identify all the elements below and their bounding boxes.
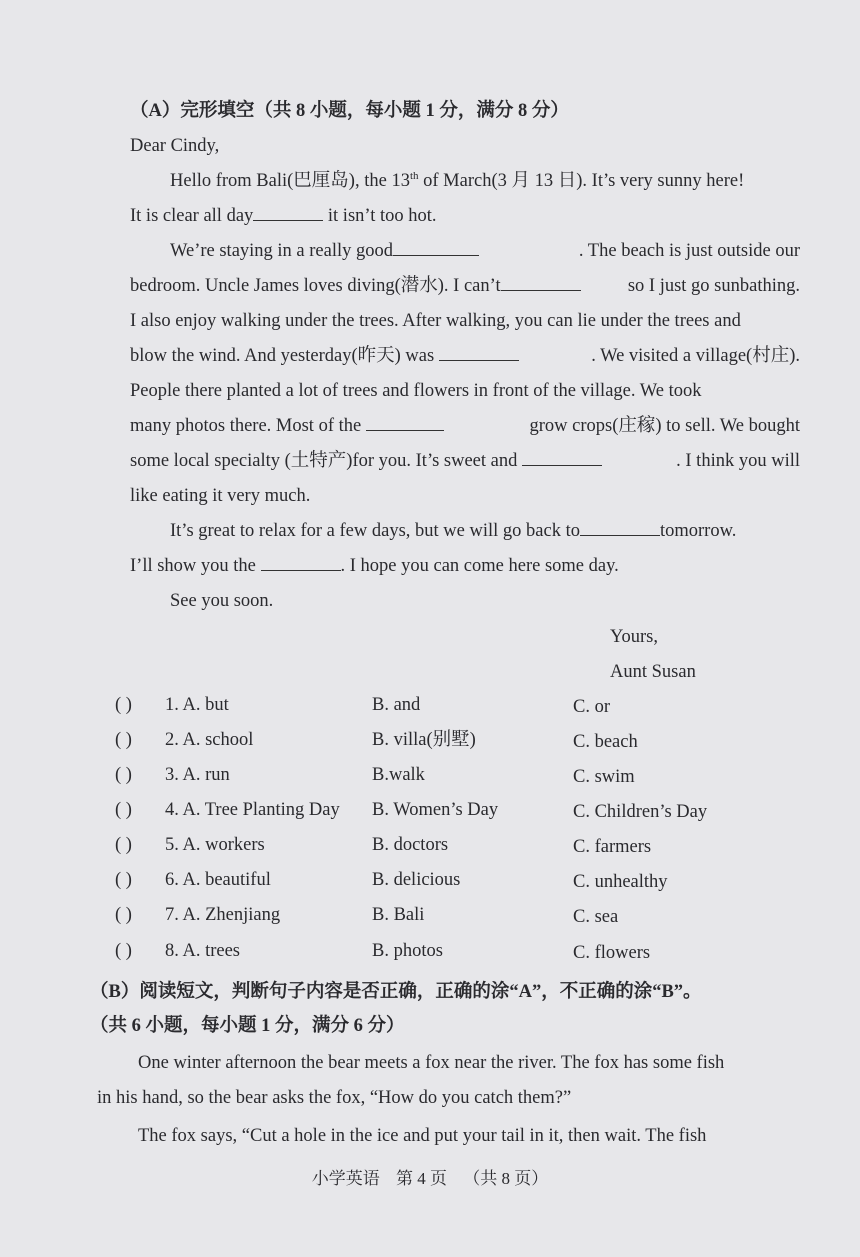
- blank-7[interactable]: [580, 521, 660, 536]
- footer-subject: 小学英语: [311, 1169, 380, 1188]
- blank-5[interactable]: [366, 416, 444, 431]
- answer-paren-3[interactable]: ( ): [115, 765, 132, 785]
- option-6-b: B. delicious: [372, 870, 461, 890]
- option-3-a: 3. A. run: [165, 765, 230, 785]
- section-b-heading: （B）阅读短文，判断句子内容是否正确，正确的涂“A”，不正确的涂“B”。: [90, 982, 702, 1002]
- blank-4[interactable]: [439, 346, 519, 361]
- option-2-b: B. villa(别墅): [372, 730, 476, 750]
- option-5-c: C. farmers: [573, 837, 652, 857]
- letter-line-12: I’ll show you the . I hope you can come here some day.: [130, 556, 619, 576]
- answer-paren-7[interactable]: ( ): [115, 905, 132, 925]
- option-1-b: B. and: [372, 695, 421, 715]
- answer-paren-4[interactable]: ( ): [115, 800, 132, 820]
- letter-line-6: blow the wind. And yesterday(昨天) was . We visited a village(村庄).: [130, 346, 800, 366]
- blank-2[interactable]: [393, 241, 479, 256]
- blank-8[interactable]: [261, 556, 341, 571]
- letter-line-10: like eating it very much.: [130, 486, 311, 506]
- letter-line-2: It is clear all day it isn’t too hot.: [130, 206, 437, 226]
- option-2-c: C. beach: [573, 732, 638, 752]
- letter-line-8: many photos there. Most of the grow crops(庄稼) to sell. We bought: [130, 416, 800, 436]
- answer-paren-8[interactable]: ( ): [115, 941, 132, 961]
- option-2-a: 2. A. school: [165, 730, 254, 750]
- answer-paren-1[interactable]: ( ): [115, 695, 132, 715]
- letter-signature: Aunt Susan: [610, 662, 696, 682]
- blank-1[interactable]: [253, 206, 323, 221]
- letter-line-5: I also enjoy walking under the trees. After walking, you can lie under the trees and: [130, 311, 741, 331]
- story-line-3: The fox says, “Cut a hole in the ice and put your tail in it, then wait. The fish: [138, 1126, 707, 1146]
- option-6-c: C. unhealthy: [573, 872, 668, 892]
- letter-line-13: See you soon.: [170, 591, 274, 611]
- letter-line-4: bedroom. Uncle James loves diving(潜水). I can’t so I just go sunbathing.: [130, 276, 800, 296]
- answer-paren-2[interactable]: ( ): [115, 730, 132, 750]
- story-line-2: in his hand, so the bear asks the fox, “How do you catch them?”: [97, 1088, 572, 1108]
- option-6-a: 6. A. beautiful: [165, 870, 271, 890]
- letter-line-3: We’re staying in a really good . The beach is just outside our: [170, 241, 800, 261]
- option-4-a: 4. A. Tree Planting Day: [165, 800, 340, 820]
- footer-total-pages: （共 8 页）: [463, 1169, 549, 1188]
- option-8-a: 8. A. trees: [165, 941, 241, 961]
- blank-6[interactable]: [522, 451, 602, 466]
- option-7-b: B. Bali: [372, 905, 425, 925]
- letter-line-7: People there planted a lot of trees and flowers in front of the village. We took: [130, 381, 702, 401]
- option-5-a: 5. A. workers: [165, 835, 265, 855]
- letter-greeting: Dear Cindy,: [130, 136, 220, 156]
- footer-page-number: 第 4 页: [396, 1169, 447, 1188]
- section-b-subheading: （共 6 小题，每小题 1 分，满分 6 分）: [90, 1016, 405, 1036]
- option-3-c: C. swim: [573, 767, 635, 787]
- page-footer: [0, 1164, 860, 1189]
- letter-line-11: It’s great to relax for a few days, but we will go back to tomorrow.: [170, 521, 737, 541]
- answer-paren-5[interactable]: ( ): [115, 835, 132, 855]
- section-a-heading: （A）完形填空（共 8 小题，每小题 1 分，满分 8 分）: [130, 101, 569, 121]
- option-4-b: B. Women’s Day: [372, 800, 499, 820]
- answer-paren-6[interactable]: ( ): [115, 870, 132, 890]
- option-7-a: 7. A. Zhenjiang: [165, 905, 281, 925]
- letter-line-9: some local specialty (土特产)for you. It’s sweet and . I think you will: [130, 451, 800, 471]
- option-1-a: 1. A. but: [165, 695, 229, 715]
- option-7-c: C. sea: [573, 907, 619, 927]
- letter-line-1: Hello from Bali(巴厘岛), the 13th of March(3 月 13 日). It’s very sunny here!: [170, 169, 745, 191]
- letter-closing: Yours,: [610, 627, 658, 647]
- option-3-b: B.walk: [372, 765, 425, 785]
- option-1-c: C. or: [573, 697, 610, 717]
- story-line-1: One winter afternoon the bear meets a fox near the river. The fox has some fish: [138, 1053, 725, 1073]
- option-4-c: C. Children’s Day: [573, 802, 708, 822]
- option-8-b: B. photos: [372, 941, 443, 961]
- option-5-b: B. doctors: [372, 835, 449, 855]
- blank-3[interactable]: [501, 276, 581, 291]
- option-8-c: C. flowers: [573, 943, 651, 963]
